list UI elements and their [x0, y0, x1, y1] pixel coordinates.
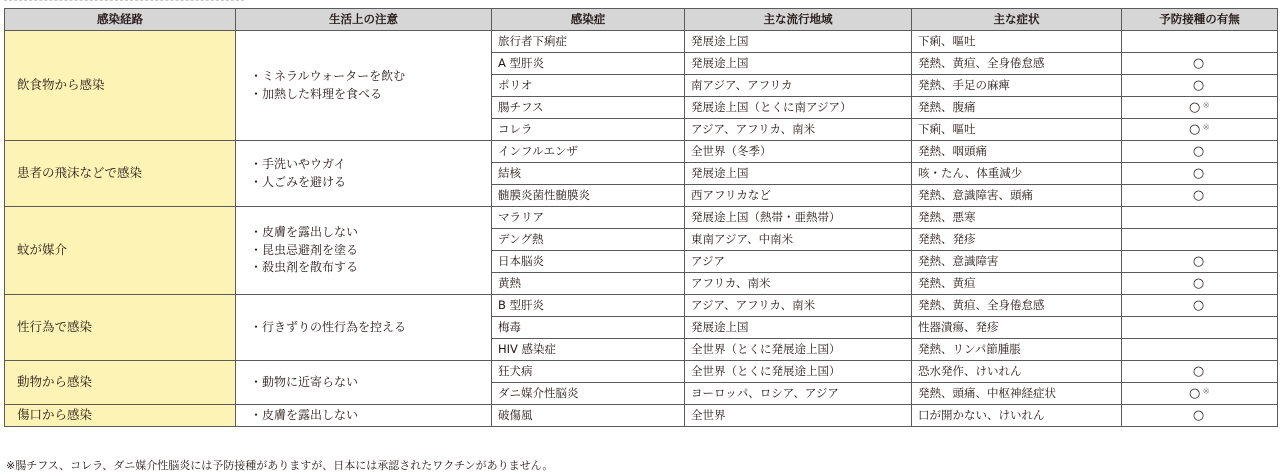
table-row — [5, 31, 1278, 53]
vaccine-cell — [1122, 405, 1278, 427]
symptom-cell: 発熱、黄疸 — [912, 273, 1122, 295]
vaccine-cell — [1122, 251, 1278, 273]
region-cell: アジア — [685, 251, 912, 273]
header-symptom: 主な症状 — [912, 9, 1122, 31]
region-cell: 発展途上国（とくに南アジア） — [685, 97, 912, 119]
vaccine-available-mark: ○ — [1192, 56, 1205, 71]
vaccine-note-mark: ※ — [1202, 101, 1210, 111]
vaccine-cell — [1122, 185, 1278, 207]
vaccine-note-mark: ※ — [1202, 123, 1210, 133]
caution-cell — [236, 405, 492, 427]
disease-cell: HIV 感染症 — [492, 339, 685, 361]
vaccine-available-mark: ○ — [1192, 144, 1205, 159]
symptom-cell: 発熱、黄疸、全身倦怠感 — [912, 53, 1122, 75]
disease-cell: 黄熱 — [492, 273, 685, 295]
caution-line: ・殺虫剤を散布する — [250, 260, 359, 275]
vaccine-cell — [1122, 119, 1278, 141]
caution-line: ・皮膚を露出しない — [250, 225, 359, 240]
disease-cell: 破傷風 — [492, 405, 685, 427]
vaccine-available-mark: ○ — [1192, 408, 1205, 423]
vaccine-cell — [1122, 295, 1278, 317]
route-cell: 患者の飛沫などで感染 — [5, 141, 236, 207]
vaccine-available-mark: ○ — [1192, 276, 1205, 291]
vaccine-available-mark: ○ — [1192, 254, 1205, 269]
symptom-cell: 発熱、意識障害 — [912, 251, 1122, 273]
disease-cell: デング熱 — [492, 229, 685, 251]
region-cell: 発展途上国 — [685, 31, 912, 53]
caution-line: ・昆虫忌避剤を塗る — [250, 242, 359, 257]
region-cell: 発展途上国 — [685, 317, 912, 339]
disease-cell: ポリオ — [492, 75, 685, 97]
symptom-cell: 発熱、黄疸、全身倦怠感 — [912, 295, 1122, 317]
disease-cell: インフルエンザ — [492, 141, 685, 163]
vaccine-cell — [1122, 339, 1278, 361]
disease-cell: 髄膜炎菌性髄膜炎 — [492, 185, 685, 207]
vaccine-available-mark: ○ — [1192, 78, 1205, 93]
top-caption-remnant — [4, 0, 244, 1]
route-cell: 飲食物から感染 — [5, 31, 236, 141]
symptom-cell: 発熱、頭痛、中枢神経症状 — [912, 383, 1122, 405]
caution-line: ・皮膚を露出しない — [250, 407, 359, 422]
vaccine-cell — [1122, 361, 1278, 383]
region-cell: ヨーロッパ、ロシア、アジア — [685, 383, 912, 405]
region-cell: 発展途上国 — [685, 53, 912, 75]
caution-line: ・人ごみを避ける — [250, 174, 347, 189]
route-cell: 傷口から感染 — [5, 405, 236, 427]
vaccine-cell — [1122, 229, 1278, 251]
disease-cell: 狂犬病 — [492, 361, 685, 383]
table-row — [5, 295, 1278, 317]
symptom-cell: 下痢、嘔吐 — [912, 119, 1122, 141]
vaccine-available-mark: ○ — [1189, 386, 1201, 401]
region-cell: 全世界（冬季） — [685, 141, 912, 163]
caution-line: ・行きずりの性行為を控える — [250, 319, 407, 334]
vaccine-available-mark: ○ — [1189, 100, 1201, 115]
symptom-cell: 発熱、発疹 — [912, 229, 1122, 251]
table-row — [5, 207, 1278, 229]
vaccine-available-mark: ○ — [1192, 298, 1205, 313]
vaccine-cell — [1122, 207, 1278, 229]
region-cell: 全世界（とくに発展途上国） — [685, 361, 912, 383]
caution-cell — [236, 31, 492, 141]
table-row — [5, 141, 1278, 163]
vaccine-cell — [1122, 383, 1278, 405]
vaccine-available-mark: ○ — [1189, 122, 1201, 137]
symptom-cell: 発熱、意識障害、頭痛 — [912, 185, 1122, 207]
disease-cell: B 型肝炎 — [492, 295, 685, 317]
region-cell: アジア、アフリカ、南米 — [685, 119, 912, 141]
route-cell: 動物から感染 — [5, 361, 236, 405]
region-cell: 東南アジア、中南米 — [685, 229, 912, 251]
footnote: ※腸チフス、コレラ、ダニ媒介性脳炎には予防接種がありますが、日本には承認されたワクチンがありません。 — [6, 459, 554, 472]
region-cell: 西アフリカなど — [685, 185, 912, 207]
vaccine-cell — [1122, 53, 1278, 75]
vaccine-cell — [1122, 75, 1278, 97]
caution-cell — [236, 141, 492, 207]
symptom-cell: 発熱、リンパ節腫脹 — [912, 339, 1122, 361]
header-caution: 生活上の注意 — [236, 9, 492, 31]
vaccine-note-mark: ※ — [1202, 387, 1210, 397]
vaccine-cell — [1122, 317, 1278, 339]
caution-cell — [236, 361, 492, 405]
caution-line: ・ミネラルウォーターを飲む — [250, 69, 406, 84]
disease-cell: 日本脳炎 — [492, 251, 685, 273]
vaccine-cell — [1122, 273, 1278, 295]
symptom-cell: 発熱、腹痛 — [912, 97, 1122, 119]
header-route: 感染経路 — [5, 9, 236, 31]
symptom-cell: 咳・たん、体重減少 — [912, 163, 1122, 185]
vaccine-cell — [1122, 163, 1278, 185]
symptom-cell: 恐水発作、けいれん — [912, 361, 1122, 383]
route-cell: 蚊が媒介 — [5, 207, 236, 295]
disease-cell: A 型肝炎 — [492, 53, 685, 75]
route-cell: 性行為で感染 — [5, 295, 236, 361]
symptom-cell: 口が開かない、けいれん — [912, 405, 1122, 427]
disease-cell: 旅行者下痢症 — [492, 31, 685, 53]
disease-cell: コレラ — [492, 119, 685, 141]
symptom-cell: 発熱、手足の麻痺 — [912, 75, 1122, 97]
table-header-row — [5, 9, 1278, 31]
disease-cell: ダニ媒介性脳炎 — [492, 383, 685, 405]
region-cell: アジア、アフリカ、南米 — [685, 295, 912, 317]
header-vaccine: 予防接種の有無 — [1122, 9, 1278, 31]
vaccine-cell — [1122, 31, 1278, 53]
caution-line: ・動物に近寄らない — [250, 374, 359, 389]
table-row — [5, 361, 1278, 383]
caution-cell — [236, 295, 492, 361]
region-cell: 南アジア、アフリカ — [685, 75, 912, 97]
vaccine-cell — [1122, 141, 1278, 163]
vaccine-cell — [1122, 97, 1278, 119]
symptom-cell: 下痢、嘔吐 — [912, 31, 1122, 53]
caution-cell — [236, 207, 492, 295]
table-row — [5, 405, 1278, 427]
symptom-cell: 発熱、悪寒 — [912, 207, 1122, 229]
symptom-cell: 性器潰瘍、発疹 — [912, 317, 1122, 339]
vaccine-available-mark: ○ — [1192, 166, 1205, 181]
symptom-cell: 発熱、咽頭痛 — [912, 141, 1122, 163]
header-disease: 感染症 — [492, 9, 685, 31]
disease-cell: 梅毒 — [492, 317, 685, 339]
header-region: 主な流行地域 — [685, 9, 912, 31]
disease-cell: 腸チフス — [492, 97, 685, 119]
infection-route-table — [4, 8, 1278, 427]
vaccine-available-mark: ○ — [1192, 364, 1205, 379]
caution-line: ・手洗いやウガイ — [250, 157, 346, 172]
region-cell: アフリカ、南米 — [685, 273, 912, 295]
caution-line: ・加熱した料理を食べる — [250, 86, 383, 101]
vaccine-available-mark: ○ — [1192, 188, 1205, 203]
region-cell: 全世界（とくに発展途上国） — [685, 339, 912, 361]
table-body — [5, 31, 1278, 427]
disease-cell: 結核 — [492, 163, 685, 185]
region-cell: 発展途上国（熱帯・亜熱帯） — [685, 207, 912, 229]
region-cell: 発展途上国 — [685, 163, 912, 185]
disease-cell: マラリア — [492, 207, 685, 229]
region-cell: 全世界 — [685, 405, 912, 427]
